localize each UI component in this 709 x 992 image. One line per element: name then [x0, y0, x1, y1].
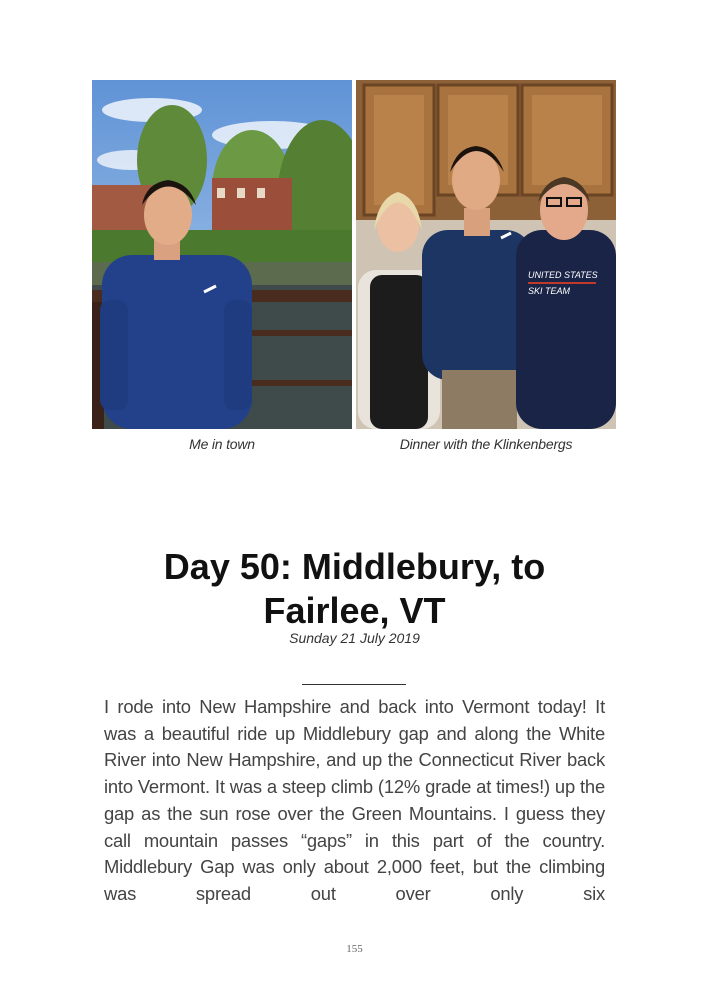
photo-dinner-klinkenbergs-image [356, 80, 616, 429]
photo-dinner-klinkenbergs [356, 80, 616, 429]
article-date: Sunday 21 July 2019 [289, 630, 420, 646]
article-title: Day 50: Middlebury, to Fairlee, VT [163, 546, 546, 631]
photo-caption-me-in-town: Me in town [189, 436, 255, 452]
shirt-text-line-2: SKI TEAM [528, 286, 571, 296]
photo-me-in-town-image [92, 80, 352, 429]
page-number: 155 [346, 943, 363, 955]
shirt-text-line-1: UNITED STATES [528, 270, 598, 280]
photo-caption-dinner: Dinner with the Klinkenbergs [399, 436, 573, 452]
photo-me-in-town [92, 80, 352, 429]
title-divider [302, 684, 406, 685]
article-body: I rode into New Hampshire and back into Vermont today! It was a beautiful ride up Middlebury gap and along the White River into New Hampshire, and up the Connecticut River back into Vermont. It was a steep climb (12% grade at times!) up the gap as the sun rose over the Green Mountains. I guess they call mountain passes “gaps” in this part of the country. Middlebury Gap was only about 2,000 feet, but the climbing was spread out over only six [104, 696, 605, 904]
